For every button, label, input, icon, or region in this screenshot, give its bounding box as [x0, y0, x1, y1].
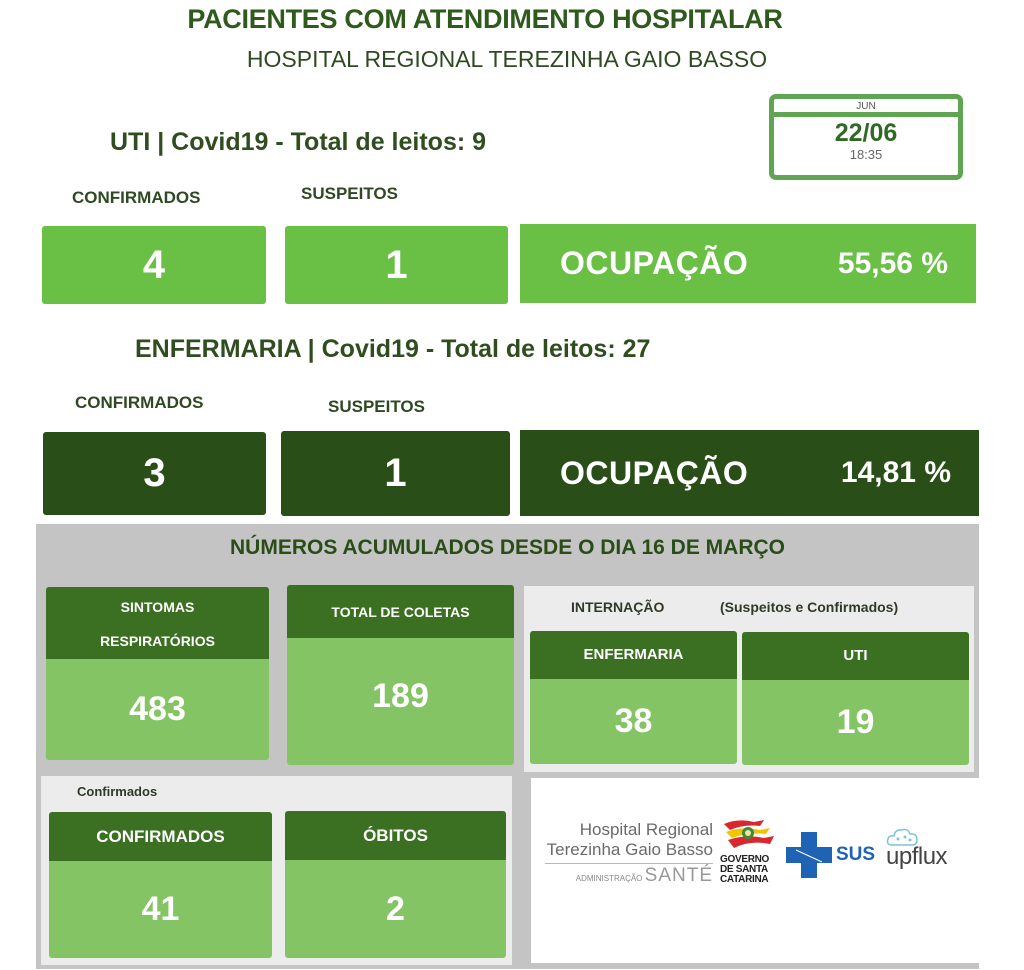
gov-line1: GOVERNO	[720, 854, 770, 865]
deaths-tile-label: ÓBITOS	[363, 825, 428, 845]
uti-suspected-value: 1	[385, 242, 408, 287]
uti-confirmed-card	[42, 226, 266, 304]
ward-confirmed-card	[43, 432, 266, 515]
hospitalization-ward-value: 38	[530, 679, 737, 764]
date-month: JUN	[774, 99, 958, 117]
hospital-logo	[545, 820, 713, 889]
ward-confirmed-label: CONFIRMADOS	[75, 393, 204, 412]
uti-occupancy-label: OCUPAÇÃO	[560, 245, 749, 281]
date-value: 22/06	[834, 119, 898, 147]
deaths-tile-header	[285, 811, 506, 860]
ward-suspected-label: SUSPEITOS	[328, 397, 425, 416]
santa-catarina-logo	[720, 818, 782, 885]
collections-label: TOTAL DE COLETAS	[331, 603, 470, 620]
hospitalization-ward-tile	[530, 631, 737, 764]
santa-catarina-flag-icon	[720, 818, 776, 850]
hospital-logo-line2: Terezinha Gaio Basso	[546, 840, 713, 859]
ward-occupancy-value: 14,81 %	[840, 456, 951, 489]
hospitalization-icu-label: UTI	[843, 647, 868, 664]
ward-occupancy-label: OCUPAÇÃO	[560, 454, 749, 491]
hospitalization-ward-header	[530, 631, 737, 679]
sus-logo-text: SUS	[836, 844, 876, 865]
hospitalization-icu-value: 19	[742, 680, 969, 765]
gov-line3: CATARINA	[720, 874, 769, 885]
collections-value: 189	[287, 638, 514, 765]
uti-section-title: UTI | Covid19 - Total de leitos: 9	[110, 128, 487, 156]
upflux-logo-text: upflux	[886, 843, 948, 870]
gov-line2: DE SANTA	[720, 864, 768, 875]
hospitalization-icu-tile	[742, 632, 969, 765]
date-card	[769, 94, 963, 180]
hospital-name: HOSPITAL REGIONAL TEREZINHA GAIO BASSO	[246, 46, 768, 72]
uti-suspected-label: SUSPEITOS	[301, 184, 398, 203]
ward-occupancy-card	[520, 430, 979, 516]
ward-section-title: ENFERMARIA | Covid19 - Total de leitos: 27	[135, 335, 651, 363]
hospitalization-label: INTERNAÇÃO	[571, 599, 665, 615]
deaths-tile	[285, 811, 506, 958]
respiratory-value: 483	[46, 659, 269, 760]
respiratory-label-line1: SINTOMAS	[120, 599, 195, 615]
time-value: 18:35	[849, 147, 883, 162]
page-title: PACIENTES COM ATENDIMENTO HOSPITALAR	[187, 4, 783, 34]
hospital-logo-admin	[545, 863, 713, 889]
confirmed-tile-value: 41	[49, 861, 272, 958]
confirmed-tile	[49, 812, 272, 958]
uti-confirmed-value: 4	[142, 242, 166, 287]
hospitalization-note: (Suspeitos e Confirmados)	[720, 599, 899, 615]
uti-suspected-card	[285, 226, 508, 304]
sus-cross-icon	[786, 832, 832, 883]
collections-tile	[287, 585, 514, 765]
respiratory-label-line2: RESPIRATÓRIOS	[100, 633, 215, 649]
ward-confirmed-value: 3	[143, 451, 166, 495]
uti-occupancy-card	[520, 224, 976, 303]
collections-tile-header	[287, 585, 514, 638]
admin-text: ADMINISTRAÇÃO	[575, 874, 643, 883]
uti-occupancy-value: 55,56 %	[837, 246, 948, 280]
confirmed-tile-label: CONFIRMADOS	[96, 826, 225, 846]
ward-suspected-card	[281, 431, 510, 516]
sante-text: SANTÉ	[644, 865, 713, 886]
deaths-tile-value: 2	[285, 860, 506, 958]
hospitalization-icu-header	[742, 632, 969, 680]
respiratory-tile-header	[46, 587, 269, 659]
confirmed-panel-label: Confirmados	[77, 784, 158, 799]
respiratory-tile	[46, 587, 269, 760]
cumulative-title: NÚMEROS ACUMULADOS DESDE O DIA 16 DE MARÇO	[230, 536, 785, 559]
hospitalization-ward-label: ENFERMARIA	[583, 646, 684, 663]
uti-confirmed-label: CONFIRMADOS	[72, 188, 201, 207]
ward-suspected-value: 1	[384, 451, 407, 495]
confirmed-tile-header	[49, 812, 272, 861]
hospital-logo-line1: Hospital Regional	[579, 820, 713, 839]
